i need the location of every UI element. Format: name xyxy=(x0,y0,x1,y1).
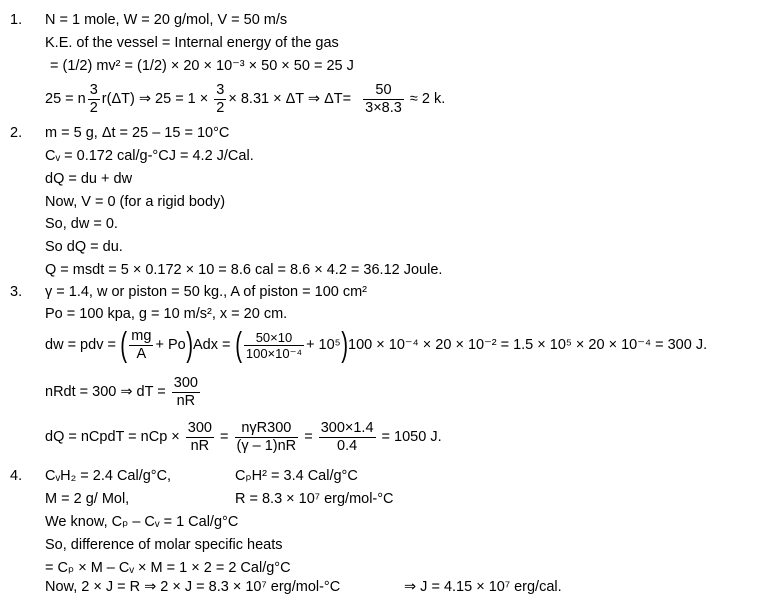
question-1-number: 1. xyxy=(10,12,23,28)
q1-l4-text-c: × 8.31 × ΔT ⇒ ΔT= xyxy=(228,91,352,107)
q3-line-4 xyxy=(45,374,202,410)
numerator: 300 xyxy=(187,419,212,436)
q1-fraction-2 xyxy=(214,82,226,117)
q4-line-1a: CᵥH₂ = 2.4 Cal/g°C, xyxy=(45,468,172,484)
q4-line-2a: M = 2 g/ Mol, xyxy=(45,491,130,507)
q4-line-6a: Now, 2 × J = R ⇒ 2 × J = 8.3 × 10⁷ erg/mol-°C xyxy=(45,579,341,595)
q2-line-2: Cᵥ = 0.172 cal/g-°CJ = 4.2 J/Cal. xyxy=(45,148,254,164)
q1-fraction-1 xyxy=(88,82,100,117)
q2-line-1: m = 5 g, Δt = 25 – 15 = 10°C xyxy=(45,125,230,141)
denominator: A xyxy=(129,345,153,363)
denominator: nR xyxy=(172,392,200,410)
denominator: (γ – 1)nR xyxy=(236,437,297,454)
question-3-number: 3. xyxy=(10,284,23,300)
q3-l3-text-e: 100 × 10⁻⁴ × 20 × 10⁻² = 1.5 × 10⁵ × 20 × 10⁻⁴ = 300 J. xyxy=(348,337,708,353)
left-paren: ( xyxy=(234,326,242,365)
q2-line-5: So, dw = 0. xyxy=(45,216,118,232)
right-paren: ) xyxy=(185,326,193,365)
q3-l5-eq-1: = xyxy=(220,429,229,445)
numerator: 300 xyxy=(173,374,198,391)
q4-line-1b: CₚH² = 3.4 Cal/g°C xyxy=(235,468,358,484)
q3-fraction-1 xyxy=(129,328,153,363)
right-paren: ) xyxy=(340,326,348,365)
numerator: 50 xyxy=(375,81,392,98)
denominator: 100×10⁻⁴ xyxy=(245,345,303,361)
q4-line-3: We know, Cₚ – Cᵥ = 1 Cal/g°C xyxy=(45,514,239,530)
q1-fraction-3 xyxy=(363,82,404,117)
q3-l3-text-c: Adx = xyxy=(193,337,231,353)
denominator: 3×8.3 xyxy=(365,99,402,116)
q3-l4-text-a: nRdt = 300 ⇒ dT = xyxy=(45,384,166,400)
q1-l4-text-b: r(ΔT) ⇒ 25 = 1 × xyxy=(101,91,209,107)
q3-l5-text-a: dQ = nCpdT = nCp × xyxy=(45,429,180,445)
denominator: 2 xyxy=(89,99,98,116)
q3-fraction-2 xyxy=(244,330,304,361)
q3-line-5 xyxy=(45,419,442,455)
q3-l3-text-b: + Po xyxy=(155,337,186,353)
numerator: mg xyxy=(131,327,152,344)
numerator: nγR300 xyxy=(241,419,292,436)
q1-line-3: = (1/2) mv² = (1/2) × 20 × 10⁻³ × 50 × 50 = 25 J xyxy=(50,58,354,74)
q2-line-6: So dQ = du. xyxy=(45,239,123,255)
numerator: 300×1.4 xyxy=(320,419,374,436)
question-4-number: 4. xyxy=(10,468,23,484)
q3-l3-text-a: dw = pdv = xyxy=(45,337,116,353)
q1-line-2: K.E. of the vessel = Internal energy of the gas xyxy=(45,35,339,51)
q3-l5-text-b: = 1050 J. xyxy=(381,429,442,445)
q3-l5-eq-2: = xyxy=(304,429,313,445)
q3-fraction-4 xyxy=(186,420,214,455)
numerator: 3 xyxy=(89,81,98,98)
denominator: nR xyxy=(186,437,214,455)
numerator: 50×10 xyxy=(255,329,293,345)
q3-line-2: Po = 100 kpa, g = 10 m/s², x = 20 cm. xyxy=(45,306,288,322)
left-paren: ( xyxy=(120,326,128,365)
q2-line-4: Now, V = 0 (for a rigid body) xyxy=(45,194,226,210)
q2-line-3: dQ = du + dw xyxy=(45,171,133,187)
denominator: 0.4 xyxy=(319,437,376,455)
q3-fraction-6 xyxy=(319,420,376,455)
q3-line-1: γ = 1.4, w or piston = 50 kg., A of piston = 100 cm² xyxy=(45,284,368,300)
numerator: 3 xyxy=(216,81,225,98)
q1-l4-text-a: 25 = n xyxy=(45,91,86,107)
q4-line-4: So, difference of molar specific heats xyxy=(45,537,283,553)
q3-l3-text-d: + 10⁵ xyxy=(306,337,341,353)
q3-line-3 xyxy=(45,326,707,364)
question-2-number: 2. xyxy=(10,125,23,141)
q3-fraction-3 xyxy=(172,375,200,410)
q1-l4-text-d: ≈ 2 k. xyxy=(409,91,446,107)
q4-line-5: = Cₚ × M – Cᵥ × M = 1 × 2 = 2 Cal/g°C xyxy=(45,560,291,576)
q1-line-1: N = 1 mole, W = 20 g/mol, V = 50 m/s xyxy=(45,12,288,28)
q2-line-7: Q = msdt = 5 × 0.172 × 10 = 8.6 cal = 8.6 × 4.2 = 36.12 Joule. xyxy=(45,262,443,278)
denominator: 2 xyxy=(216,99,225,116)
q4-line-2b: R = 8.3 × 10⁷ erg/mol-°C xyxy=(235,491,394,507)
q1-line-4 xyxy=(45,81,445,117)
q3-fraction-5 xyxy=(235,420,299,455)
q4-line-6b: ⇒ J = 4.15 × 10⁷ erg/cal. xyxy=(404,579,562,595)
